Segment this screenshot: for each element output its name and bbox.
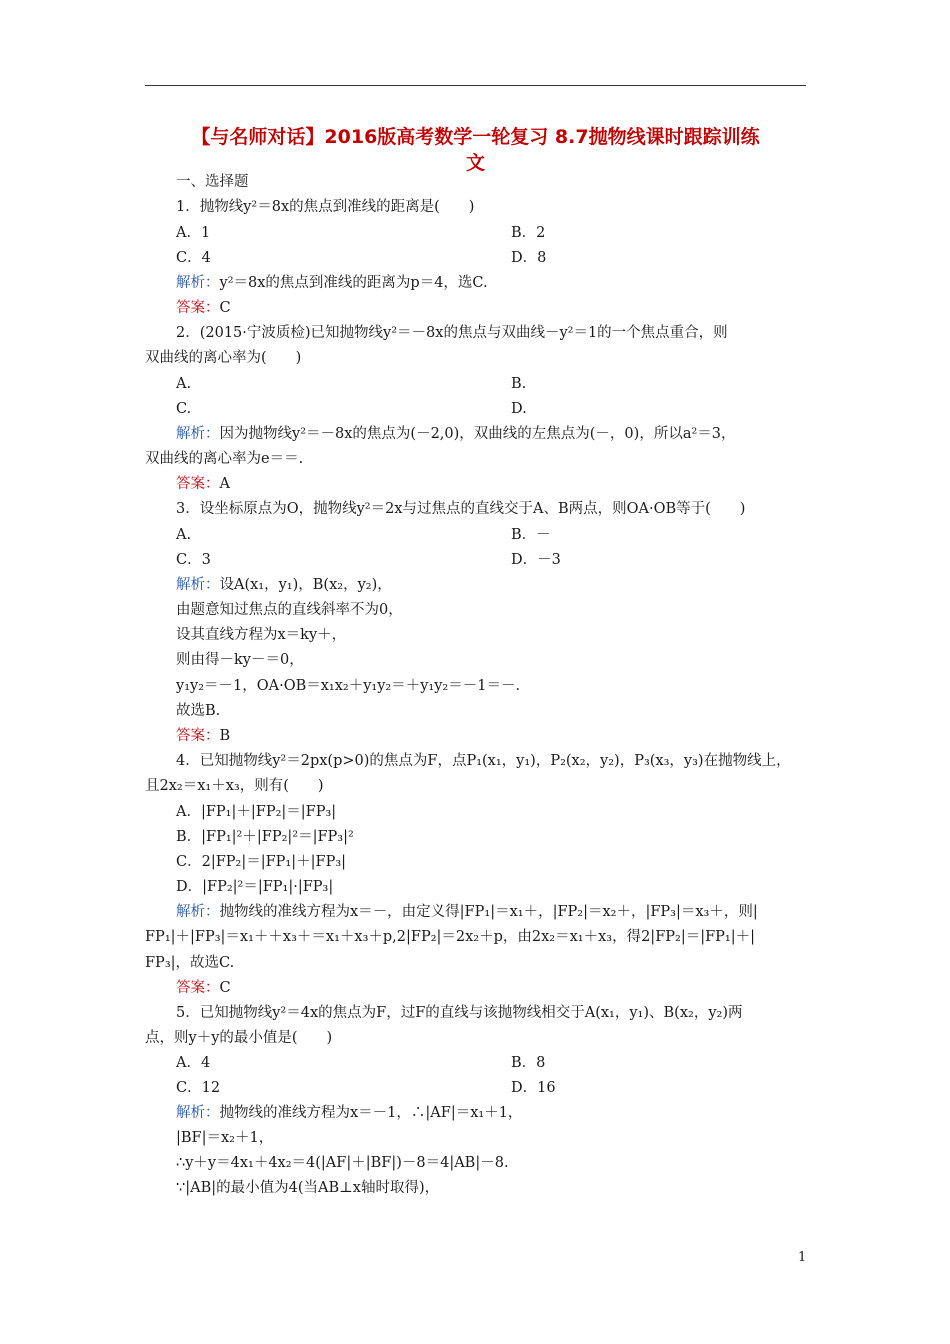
q1-answer — [176, 298, 231, 318]
q3-analysis-line-5: y₁y₂＝－1，OA·OB＝x₁x₂＋y₁y₂＝＋y₁y₂＝－1＝－. — [176, 678, 521, 694]
q2-analysis-line-1 — [176, 424, 736, 444]
answer-label: 答案： — [176, 300, 220, 316]
header-rule — [145, 85, 806, 86]
page-title — [145, 124, 806, 176]
q3-answer — [176, 726, 230, 746]
q2-analysis-line-2: 双曲线的离心率为e＝＝. — [145, 451, 304, 467]
q3-analysis-line-6: 故选B. — [176, 703, 221, 719]
q4-option-b: B．|FP₁|²＋|FP₂|²＝|FP₃|² — [176, 829, 354, 845]
q1-analysis-text: y²＝8x的焦点到准线的距离为p＝4，选C. — [219, 275, 488, 291]
section-heading: 一、选择题 — [176, 174, 249, 190]
q5-option-d: D．16 — [511, 1080, 556, 1096]
page-number: 1 — [798, 1250, 807, 1265]
q2-analysis-text-1: 因为抛物线y²＝－8x的焦点为(－2,0)，双曲线的左焦点为(－，0)，所以a²＝3， — [219, 426, 736, 442]
q2-stem-line-2: 双曲线的离心率为( ) — [145, 350, 302, 366]
q2-answer-value: A — [219, 476, 230, 492]
q5-analysis-line-4: ∵|AB|的最小值为4(当AB⊥x轴时取得)， — [176, 1180, 440, 1196]
q4-analysis-line-2: FP₁|＋|FP₃|＝x₁＋＋x₃＋＝x₁＋x₃＋p,2|FP₂|＝2x₂＋p，由2x₂＝x₁＋x₃，得2|FP₂|＝|FP₁|＋| — [145, 929, 755, 945]
q5-stem-line-1: 5．已知抛物线y²＝4x的焦点为F，过F的直线与该抛物线相交于A(x₁，y₁)、B(x₂，y₂)两 — [176, 1005, 743, 1021]
q3-option-b: B．－ — [511, 527, 551, 543]
q3-analysis-line-1 — [176, 575, 392, 595]
q5-analysis-line-1 — [176, 1103, 522, 1123]
analysis-label: 解析： — [176, 577, 220, 593]
q5-option-c: C．12 — [176, 1080, 221, 1096]
q5-analysis-line-3: ∴y＋y＝4x₁＋4x₂＝4(|AF|＋|BF|)－8＝4|AB|－8. — [176, 1155, 509, 1171]
q4-analysis-text-1: 抛物线的准线方程为x＝－，由定义得|FP₁|＝x₁＋，|FP₂|＝x₂＋，|FP₃|＝x₃＋，则| — [219, 904, 758, 920]
q3-option-d: D．－3 — [511, 552, 561, 568]
q2-option-d: D. — [511, 401, 527, 417]
answer-label: 答案： — [176, 728, 220, 744]
q1-option-c: C．4 — [176, 250, 211, 266]
analysis-label: 解析： — [176, 1105, 220, 1121]
q3-analysis-text-1: 设A(x₁，y₁)，B(x₂，y₂)， — [219, 577, 392, 593]
analysis-label: 解析： — [176, 426, 220, 442]
q4-option-c: C．2|FP₂|＝|FP₁|＋|FP₃| — [176, 854, 347, 870]
q1-option-d: D．8 — [511, 250, 547, 266]
q4-option-a: A．|FP₁|＋|FP₂|＝|FP₃| — [176, 804, 337, 820]
q5-analysis-line-2: |BF|＝x₂＋1， — [176, 1130, 274, 1146]
q2-option-c: C. — [176, 401, 192, 417]
answer-label: 答案： — [176, 476, 220, 492]
q3-stem: 3．设坐标原点为O，抛物线y²＝2x与过焦点的直线交于A、B两点，则OA·OB等于( ) — [176, 501, 746, 517]
q1-option-b: B．2 — [511, 225, 546, 241]
q5-option-a: A．4 — [176, 1055, 211, 1071]
q2-option-a: A. — [176, 376, 192, 392]
title-line-1: 【与名师对话】2016版高考数学一轮复习 8.7抛物线课时跟踪训练 — [191, 126, 760, 148]
q3-option-c: C．3 — [176, 552, 211, 568]
q5-stem-line-2: 点，则y＋y的最小值是( ) — [145, 1030, 333, 1046]
title-line-2: 文 — [465, 152, 485, 174]
q4-analysis-line-1 — [176, 902, 758, 922]
q4-analysis-line-3: FP₃|，故选C. — [145, 955, 235, 971]
answer-label: 答案： — [176, 980, 220, 996]
q4-answer — [176, 978, 231, 998]
q4-stem-line-1: 4．已知抛物线y²＝2px(p>0)的焦点为F，点P₁(x₁，y₁)，P₂(x₂，y₂)，P₃(x₃，y₃)在抛物线上， — [176, 753, 791, 769]
q3-analysis-line-2: 由题意知过焦点的直线斜率不为0， — [176, 602, 403, 618]
q1-stem: 1．抛物线y²＝8x的焦点到准线的距离是( ) — [176, 199, 475, 215]
q1-answer-value: C — [219, 300, 231, 316]
q4-answer-value: C — [219, 980, 231, 996]
q4-option-d: D．|FP₂|²＝|FP₁|·|FP₃| — [176, 879, 334, 895]
q3-analysis-line-3: 设其直线方程为x＝ky＋， — [176, 627, 347, 643]
q2-stem-line-1: 2．(2015·宁波质检)已知抛物线y²＝－8x的焦点与双曲线－y²＝1的一个焦点重合，则 — [176, 325, 728, 341]
q4-stem-line-2: 且2x₂＝x₁＋x₃，则有( ) — [145, 778, 324, 794]
q3-answer-value: B — [219, 728, 231, 744]
q3-option-a: A. — [176, 527, 192, 543]
q2-answer — [176, 474, 230, 494]
q3-analysis-line-4: 则由得－ky－＝0， — [176, 652, 304, 668]
analysis-label: 解析： — [176, 904, 220, 920]
q1-option-a: A．1 — [176, 225, 211, 241]
analysis-label: 解析： — [176, 275, 220, 291]
q1-analysis — [176, 273, 488, 293]
q5-option-b: B．8 — [511, 1055, 546, 1071]
q5-analysis-text-1: 抛物线的准线方程为x＝－1，∴|AF|＝x₁＋1， — [219, 1105, 523, 1121]
q2-option-b: B. — [511, 376, 527, 392]
